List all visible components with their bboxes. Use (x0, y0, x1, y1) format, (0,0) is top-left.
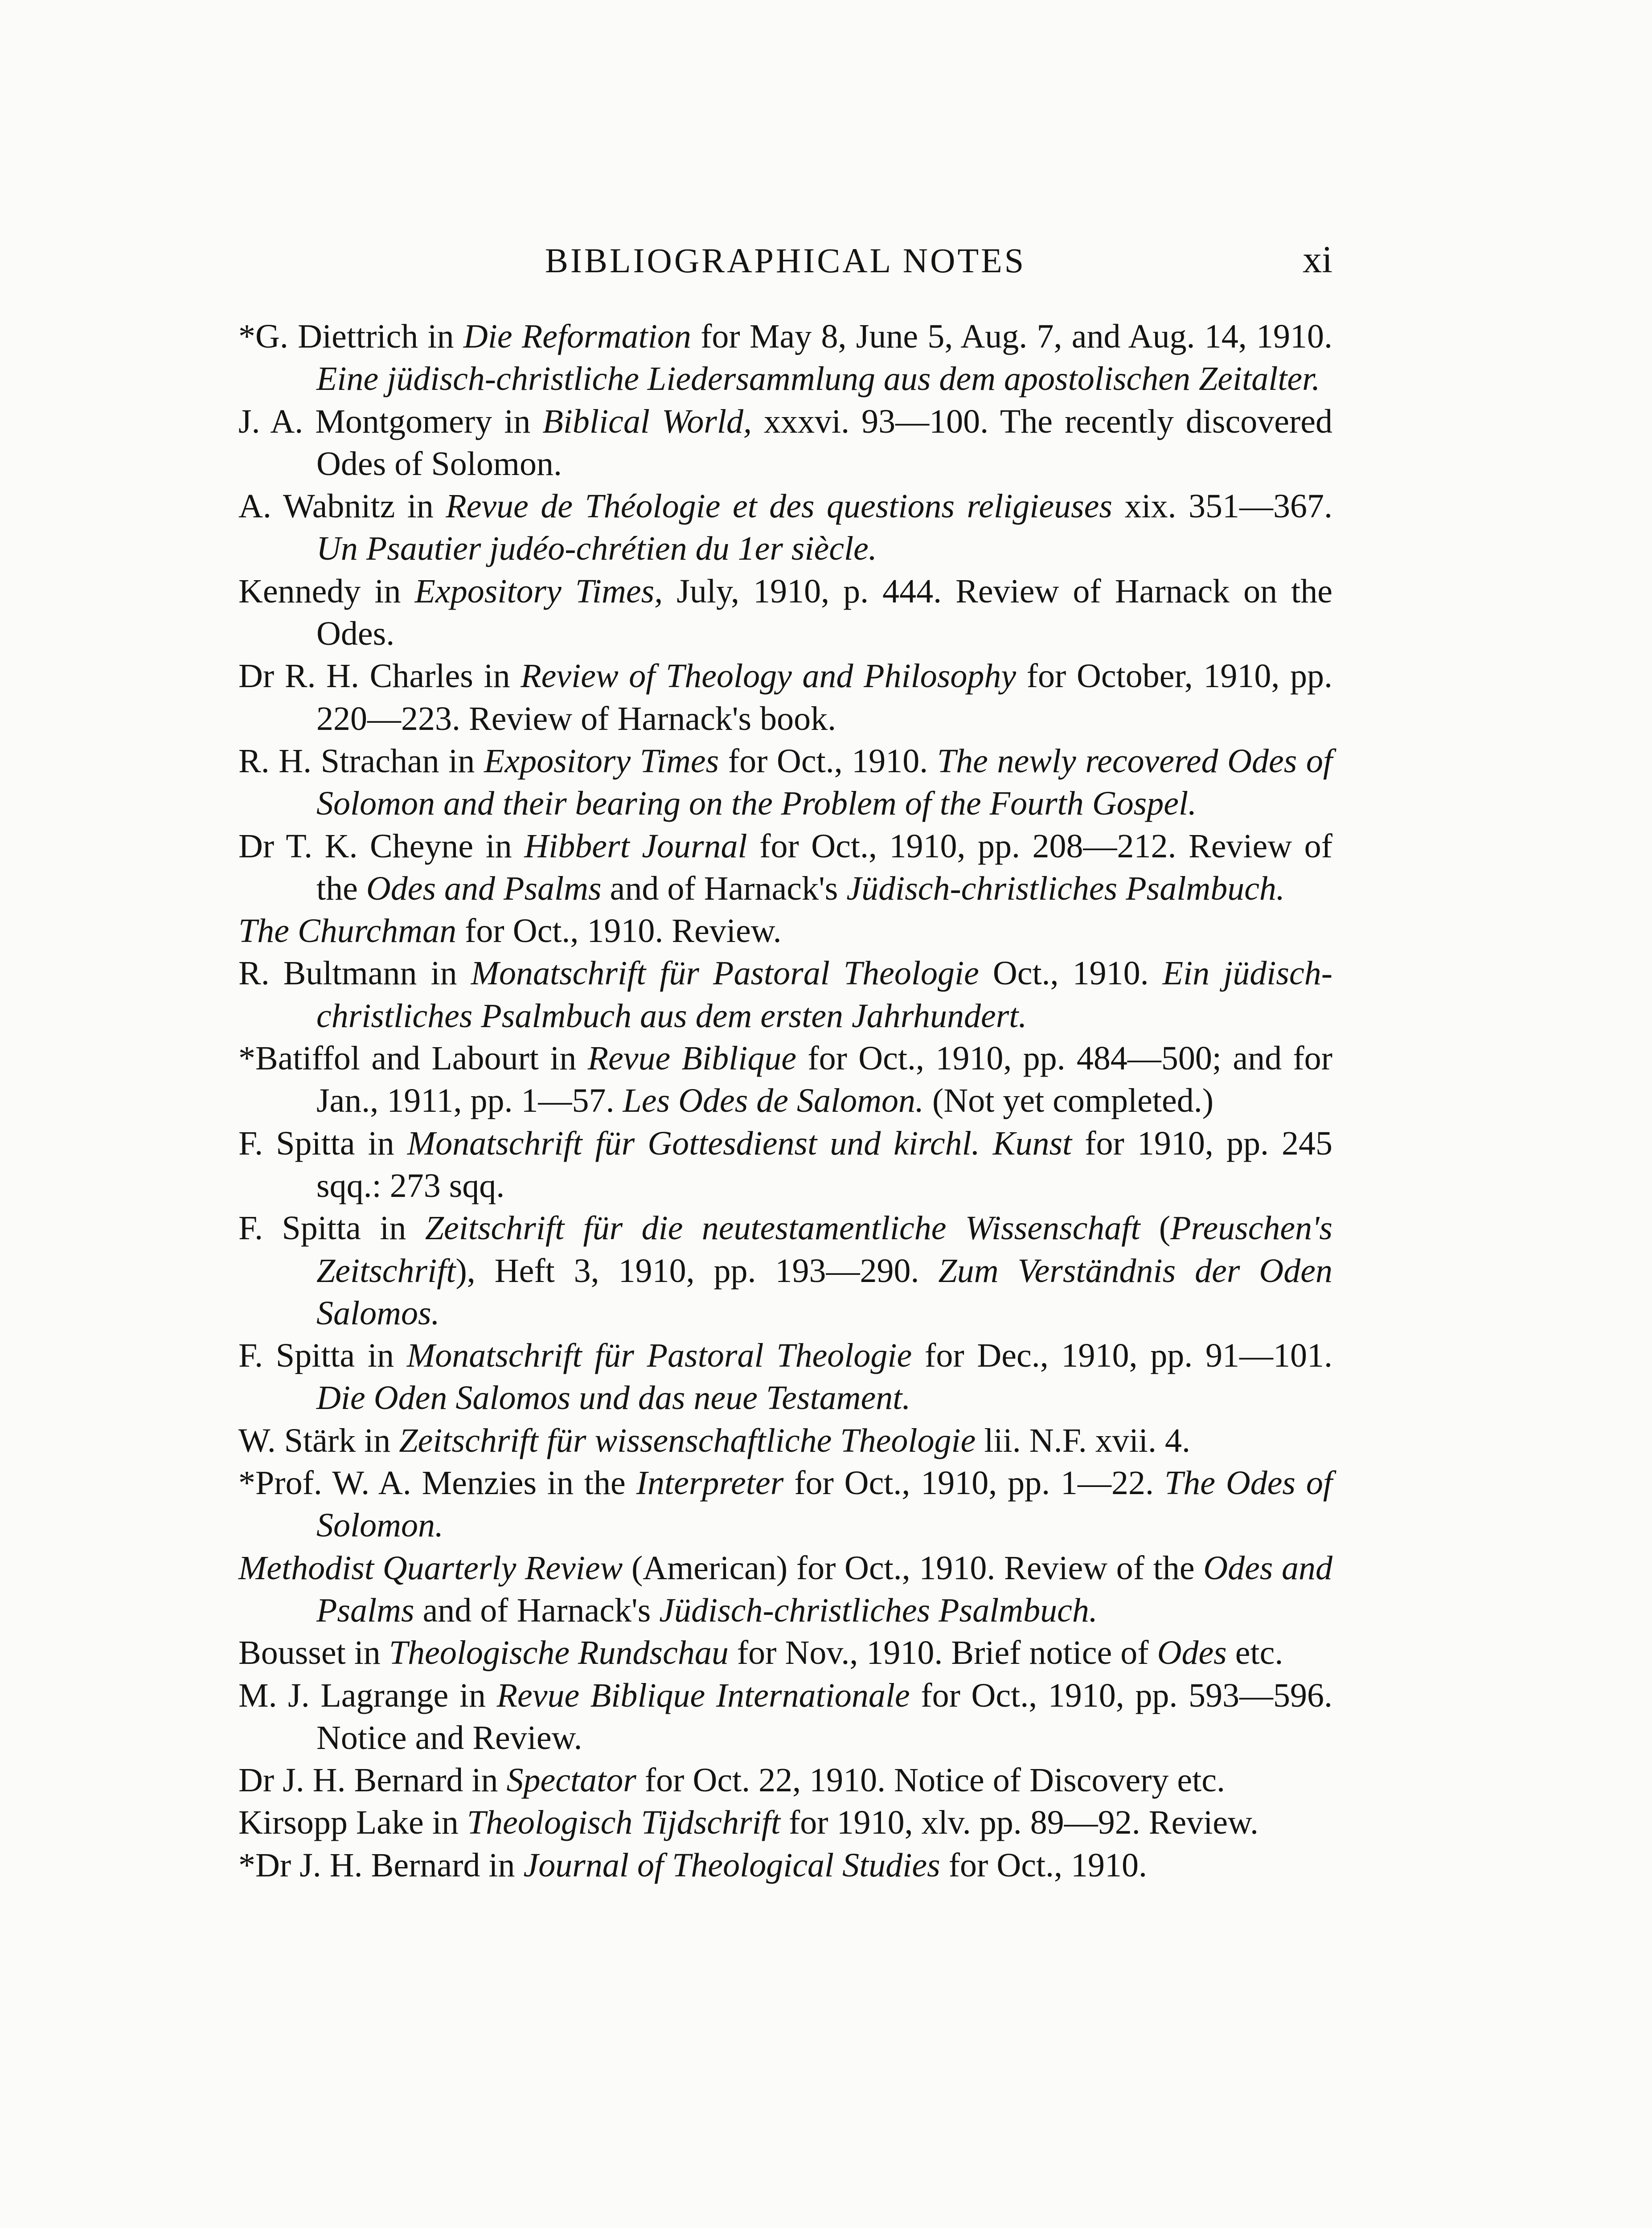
bibliography-entry (238, 315, 1332, 401)
entry-title-italic: Theologische Rundschau (389, 1634, 729, 1672)
entry-text: F. Spitta in (238, 1209, 425, 1247)
entry-text: Bousset in (238, 1634, 389, 1672)
entry-text: etc. (1226, 1634, 1283, 1672)
entry-text: for Oct., 1910, pp. 484—500; and for Jan., 1911, pp. 1—57. (316, 1040, 1332, 1120)
entry-text: *Prof. W. A. Menzies in the (238, 1464, 636, 1502)
entry-text: R. H. Strachan in (238, 742, 484, 780)
entry-title-italic: Odes (1157, 1634, 1227, 1672)
entry-title-italic: The Odes of Solomon. (316, 1464, 1333, 1544)
entry-title-italic: Monatschrift für Pastoral Theologie (471, 954, 979, 992)
entry-text: for Oct., 1910, pp. 208—212. Review of the (316, 827, 1332, 907)
bibliography-entry (238, 1759, 1332, 1802)
entry-text: for Oct., 1910. Review. (456, 912, 782, 950)
bibliography-entry (238, 1420, 1332, 1462)
entry-title-italic: Les Odes de Salomon. (623, 1082, 924, 1120)
entry-title-italic: Theologisch Tijdschrift (467, 1804, 780, 1842)
entry-text: lii. N.F. xvii. 4. (976, 1421, 1190, 1459)
bibliography-entry (238, 825, 1332, 910)
bibliography-entry (238, 401, 1332, 486)
entry-title-italic: Journal of Theological Studies (523, 1846, 940, 1884)
entry-text: (Not yet completed.) (924, 1082, 1214, 1120)
entry-title-italic: Jüdisch-christliches Psalmbuch. (659, 1591, 1098, 1629)
entry-text: for 1910, pp. 245 sqq.: 273 sqq. (316, 1124, 1332, 1204)
entry-text: for Oct., 1910, pp. 1—22. (783, 1464, 1164, 1502)
entry-text: for Oct., 1910. (719, 742, 937, 780)
bibliography-entry (238, 1844, 1332, 1887)
entry-title-italic: Ein jüdisch-christliches Psalmbuch aus dem ersten Jahrhundert. (316, 954, 1333, 1035)
entry-title-italic: Zum Verständnis der Oden Salomos. (316, 1252, 1332, 1332)
entry-title-italic: Odes and Psalms (316, 1549, 1332, 1629)
entry-title-italic: Preuschen's Zeitschrift (316, 1209, 1332, 1290)
entry-title-italic: Jüdisch-christliches Psalmbuch. (846, 869, 1285, 907)
bibliography-entry (238, 1547, 1332, 1632)
entry-text: for Oct., 1910, pp. 593—596. Notice and Review. (316, 1676, 1332, 1757)
entry-title-italic: The newly recovered Odes of Solomon and their bearing on the Problem of the Fourth Gospel. (316, 742, 1332, 823)
entry-text: July, 1910, p. 444. Review of Harnack on the Odes. (316, 572, 1333, 653)
entry-text: Dr R. H. Charles in (238, 657, 521, 695)
bibliography-list (238, 315, 1332, 1887)
bibliography-entry (238, 910, 1332, 952)
bibliography-entry (238, 655, 1332, 740)
entry-text: (American) for Oct., 1910. Review of the (623, 1549, 1204, 1587)
entry-text: F. Spitta in (238, 1337, 407, 1375)
entry-text: for 1910, xlv. pp. 89—92. Review. (780, 1804, 1258, 1842)
entry-text: Oct., 1910. (979, 954, 1163, 992)
bibliography-entry (238, 1037, 1332, 1122)
entry-text: Kirsopp Lake in (238, 1804, 467, 1842)
entry-title-italic: Hibbert Journal (524, 827, 747, 865)
bibliography-entry (238, 952, 1332, 1037)
entry-text: for Oct., 1910. (940, 1846, 1148, 1884)
entry-title-italic: The Churchman (238, 912, 457, 950)
bibliography-entry (238, 1632, 1332, 1674)
entry-text: *Dr J. H. Bernard in (238, 1846, 524, 1884)
entry-title-italic: Expository Times (484, 742, 719, 780)
entry-text: J. A. Montgomery in (238, 402, 543, 440)
bibliography-entry (238, 740, 1332, 825)
entry-title-italic: Methodist Quarterly Review (238, 1549, 623, 1587)
entry-text: ), Heft 3, 1910, pp. 193—290. (455, 1252, 939, 1290)
entry-title-italic: Zeitschrift für die neutestamentliche Wissenschaft (425, 1209, 1140, 1247)
entry-title-italic: Die Oden Salomos und das neue Testament. (316, 1379, 911, 1417)
entry-text: F. Spitta in (238, 1124, 407, 1162)
entry-text: and of Harnack's (414, 1591, 660, 1629)
entry-text: *G. Diettrich in (238, 318, 463, 355)
entry-title-italic: Revue de Théologie et des questions religieuses (446, 487, 1112, 525)
entry-title-italic: Zeitschrift für wissenschaftliche Theologie (399, 1421, 976, 1459)
entry-title-italic: Revue Biblique Internationale (496, 1676, 910, 1714)
entry-text: *Batiffol and Labourt in (238, 1040, 588, 1077)
bibliography-entry (238, 1207, 1332, 1335)
entry-text: for October, 1910, pp. 220—223. Review of Harnack's book. (316, 657, 1332, 737)
entry-text: R. Bultmann in (238, 954, 471, 992)
entry-title-italic: Monatschrift für Pastoral Theologie (406, 1337, 912, 1375)
page-number: xi (1303, 238, 1332, 281)
entry-title-italic: Review of Theology and Philosophy (521, 657, 1017, 695)
entry-title-italic: Die Reformation (463, 318, 691, 355)
entry-text: A. Wabnitz in (238, 487, 446, 525)
bibliography-entry (238, 1335, 1332, 1420)
entry-title-italic: Biblical World, (542, 402, 752, 440)
entry-text: for Nov., 1910. Brief notice of (728, 1634, 1157, 1672)
entry-text: and of Harnack's (601, 869, 847, 907)
bibliography-entry (238, 570, 1332, 655)
entry-title-italic: Monatschrift für Gottesdienst und kirchl. Kunst (407, 1124, 1072, 1162)
entry-text: Dr T. K. Cheyne in (238, 827, 525, 865)
entry-text: ( (1140, 1209, 1171, 1247)
entry-text: Kennedy in (238, 572, 415, 610)
entry-text: for Dec., 1910, pp. 91—101. (912, 1337, 1332, 1375)
entry-title-italic: Spectator (506, 1761, 636, 1799)
entry-title-italic: Odes and Psalms (366, 869, 602, 907)
entry-text: for May 8, June 5, Aug. 7, and Aug. 14, 1910. (691, 318, 1332, 355)
entry-title-italic: Interpreter (636, 1464, 784, 1502)
entry-text: xix. 351—367. (1112, 487, 1332, 525)
entry-text: for Oct. 22, 1910. Notice of Discovery etc. (636, 1761, 1225, 1799)
entry-title-italic: Expository Times, (414, 572, 663, 610)
entry-title-italic: Eine jüdisch-christliche Liedersammlung aus dem apostolischen Zeitalter. (316, 360, 1320, 398)
bibliography-entry (238, 1675, 1332, 1760)
page-title: BIBLIOGRAPHICAL NOTES (545, 241, 1026, 280)
entry-text: Dr J. H. Bernard in (238, 1761, 507, 1799)
running-header (238, 238, 1332, 290)
bibliography-entry (238, 485, 1332, 570)
bibliography-entry (238, 1802, 1332, 1844)
entry-text: M. J. Lagrange in (238, 1676, 497, 1714)
entry-text: W. Stärk in (238, 1421, 399, 1459)
entry-title-italic: Revue Biblique (587, 1040, 797, 1077)
entry-title-italic: Un Psautier judéo-chrétien du 1er siècle. (316, 530, 877, 568)
entry-text: xxxvi. 93—100. The recently discovered Odes of Solomon. (316, 402, 1332, 483)
bibliography-entry (238, 1462, 1332, 1547)
bibliography-entry (238, 1122, 1332, 1208)
